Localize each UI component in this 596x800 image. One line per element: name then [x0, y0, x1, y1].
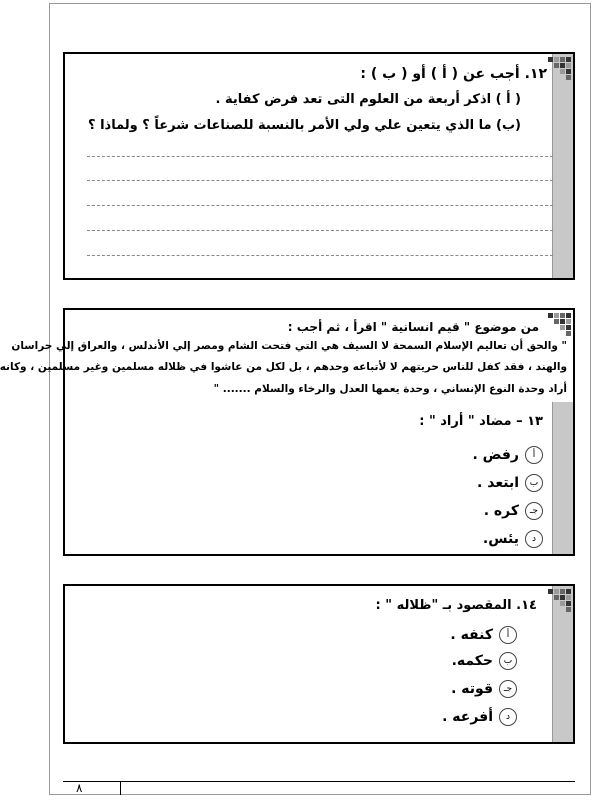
- q13-heading-line: [65, 414, 543, 429]
- mosaic-icon: [545, 57, 571, 79]
- option-text: يئس.: [482, 531, 519, 547]
- option-radio-icon[interactable]: ب: [525, 474, 543, 492]
- q14-option-a[interactable]: [450, 624, 517, 646]
- answer-line[interactable]: [87, 255, 553, 256]
- option-text: حكمه.: [451, 653, 493, 669]
- option-text: رفض .: [472, 447, 519, 463]
- q14-question: المقصود بـ "ظلاله " :: [375, 598, 512, 613]
- answer-line[interactable]: [87, 205, 553, 206]
- option-text: أفرعه .: [442, 709, 493, 725]
- option-radio-icon[interactable]: جـ: [525, 502, 543, 520]
- option-radio-icon[interactable]: أ: [499, 626, 517, 644]
- question-13-card: [0, 308, 575, 556]
- passage-line: أراد وحدة النوع الإنساني ، وحدة يعمها العدل والرخاء والسلام ....... ": [213, 383, 567, 395]
- q12-part-b: (ب) ما الذي يتعين علي ولي الأمر بالنسبة للصناعات شرعاً ؟ ولماذا ؟: [88, 118, 521, 133]
- footer-divider: [120, 781, 121, 795]
- q14-option-d[interactable]: [442, 706, 517, 728]
- question-12-card: [63, 52, 575, 280]
- passage-line: والهند ، فقد كفل للناس حريتهم لا لأتباعه وحدهم ، بل لكل من عاشوا في ظلاله مسلمين وغير مسلمين ، وكانه: [0, 361, 567, 373]
- mosaic-icon: [545, 589, 571, 611]
- q12-part-a: ( أ ) اذكر أربعة من العلوم التى تعد فرض كفاية .: [215, 92, 521, 107]
- q13-option-d[interactable]: [483, 528, 543, 550]
- mosaic-icon: [545, 313, 571, 335]
- option-radio-icon[interactable]: د: [499, 708, 517, 726]
- q13-option-c[interactable]: [484, 500, 543, 522]
- q13-option-b[interactable]: [477, 472, 543, 494]
- q13-number: ١٣ –: [516, 414, 543, 429]
- option-text: قوته .: [451, 681, 493, 697]
- option-text: كره .: [483, 503, 519, 519]
- footer-rule: [63, 781, 575, 782]
- passage-intro: من موضوع " قيم انسانية " اقرأ ، ثم أجب :: [287, 320, 539, 334]
- q12-number: ١٢.: [524, 66, 547, 82]
- answer-line[interactable]: [87, 180, 553, 181]
- page-number: ٨: [76, 781, 83, 795]
- answer-line[interactable]: [87, 230, 553, 231]
- passage-line: " والحق أن تعاليم الإسلام السمحة لا السيف هي التي فتحت الشام ومصر إلي الأندلس ، والعراق إلي حراسان: [11, 340, 567, 352]
- question-14-card: [63, 584, 575, 744]
- q14-heading-line: [65, 598, 537, 613]
- option-text: ابتعد .: [477, 475, 519, 491]
- card-shade: [552, 402, 573, 554]
- option-radio-icon[interactable]: أ: [525, 446, 543, 464]
- q14-option-b[interactable]: [452, 650, 517, 672]
- option-radio-icon[interactable]: جـ: [499, 680, 517, 698]
- q13-question: مضاد " أراد " :: [419, 414, 512, 429]
- q13-option-a[interactable]: [472, 444, 543, 466]
- q14-option-c[interactable]: [451, 678, 517, 700]
- q12-heading: أجب عن ( أ ) أو ( ب ) :: [360, 66, 520, 82]
- option-radio-icon[interactable]: ب: [499, 652, 517, 670]
- answer-line[interactable]: [87, 156, 553, 157]
- card-shade: [552, 54, 573, 278]
- option-radio-icon[interactable]: د: [525, 530, 543, 548]
- q14-number: ١٤.: [516, 598, 537, 613]
- option-text: كنفه .: [450, 627, 493, 643]
- q12-heading-line: [75, 66, 547, 82]
